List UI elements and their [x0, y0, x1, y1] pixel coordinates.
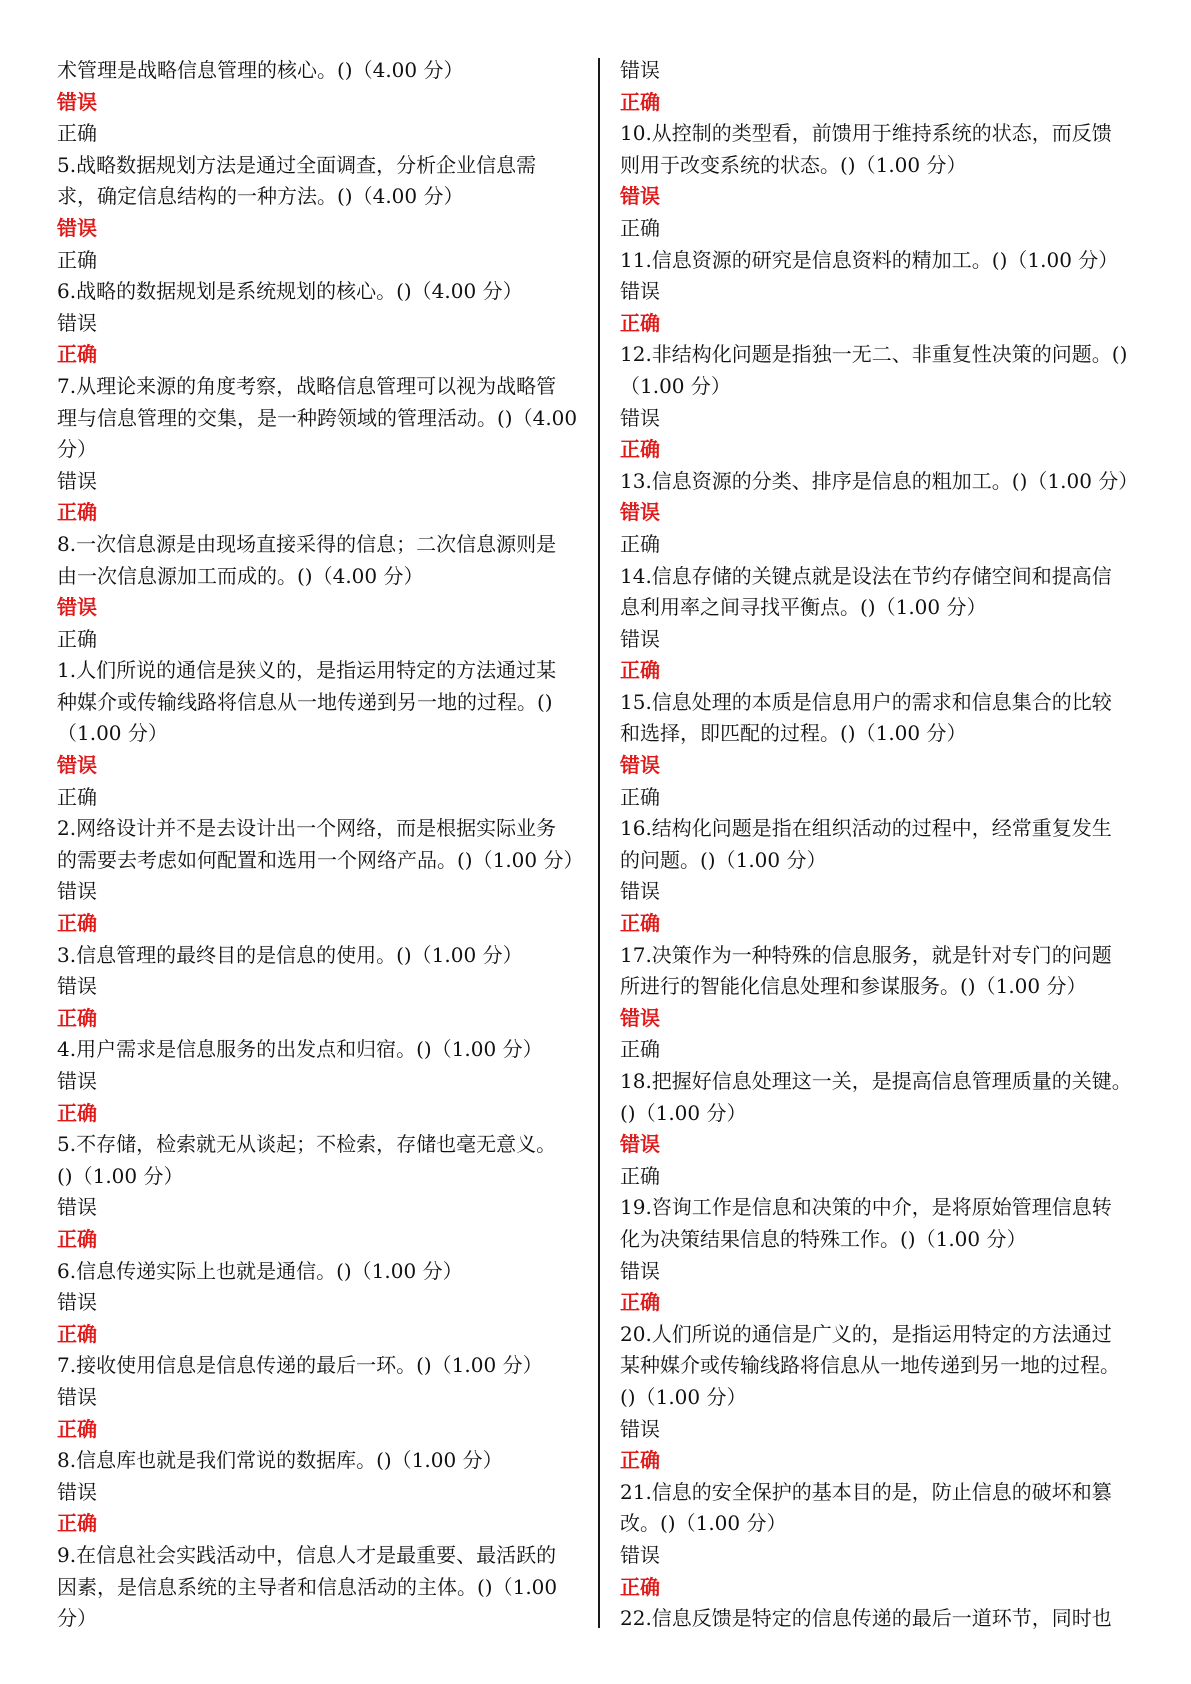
- question-text: 3.信息管理的最终目的是信息的使用。()（1.00 分）: [57, 942, 523, 967]
- answer-option: 错误: [620, 279, 660, 304]
- answer-option: 错误: [57, 468, 97, 493]
- text-line: 分）: [57, 437, 97, 462]
- question-text: 13.信息资源的分类、排序是信息的粗加工。()（1.00 分）: [620, 468, 1139, 493]
- answer-option-selected: 错误: [620, 1005, 660, 1030]
- answer-option: 错误: [57, 1069, 97, 1093]
- answer-option-selected: 错误: [57, 753, 97, 778]
- answer-option-selected: 错误: [620, 500, 660, 525]
- column-divider: [598, 58, 600, 1628]
- answer-option: 正确: [57, 626, 97, 651]
- answer-option: 错误: [620, 1542, 660, 1567]
- answer-option-selected: 正确: [620, 1574, 660, 1599]
- answer-option: 错误: [57, 1290, 97, 1315]
- text-line: （1.00 分）: [57, 721, 168, 746]
- question-text: 21.信息的安全保护的基本目的是，防止信息的破坏和篡: [620, 1479, 1112, 1504]
- question-text: 6.信息传递实际上也就是通信。()（1.00 分）: [57, 1258, 463, 1283]
- answer-option: 错误: [57, 310, 97, 335]
- right-column: [620, 55, 1140, 1635]
- answer-option-selected: 正确: [620, 310, 660, 335]
- text-line: 的需要去考虑如何配置和选用一个网络产品。()（1.00 分）: [57, 847, 584, 872]
- answer-option: 正确: [620, 215, 660, 240]
- answer-option: 错误: [620, 58, 660, 82]
- answer-option: 错误: [57, 1195, 97, 1220]
- answer-option: 错误: [620, 1258, 660, 1283]
- question-text: 19.咨询工作是信息和决策的中介，是将原始管理信息转: [620, 1195, 1112, 1220]
- left-column: [57, 55, 584, 1635]
- question-text: 1.人们所说的通信是狭义的，是指运用特定的方法通过某: [57, 658, 557, 683]
- answer-option: 错误: [57, 1384, 97, 1409]
- answer-option: 错误: [620, 1416, 660, 1441]
- question-text: 5.战略数据规划方法是通过全面调查，分析企业信息需: [57, 152, 537, 177]
- answer-option-selected: 正确: [57, 500, 97, 525]
- text-line: 改。()（1.00 分）: [620, 1511, 787, 1536]
- answer-option-selected: 正确: [620, 658, 660, 683]
- answer-option-selected: 正确: [620, 1290, 660, 1315]
- answer-option: 错误: [620, 626, 660, 651]
- question-text: 10.从控制的类型看，前馈用于维持系统的状态，而反馈: [620, 121, 1112, 146]
- answer-option-selected: 错误: [620, 184, 660, 209]
- question-text: 7.接收使用信息是信息传递的最后一环。()（1.00 分）: [57, 1353, 543, 1378]
- question-text: 11.信息资源的研究是信息资料的精加工。()（1.00 分）: [620, 247, 1119, 272]
- text-line: 化为决策结果信息的特殊工作。()（1.00 分）: [620, 1226, 1027, 1251]
- answer-option-selected: 正确: [57, 342, 97, 367]
- answer-option-selected: 正确: [57, 1511, 97, 1536]
- question-text: 16.结构化问题是指在组织活动的过程中，经常重复发生: [620, 816, 1112, 841]
- question-text: 14.信息存储的关键点就是设法在节约存储空间和提高信: [620, 563, 1112, 588]
- answer-option-selected: 错误: [620, 753, 660, 778]
- answer-option: 正确: [620, 531, 660, 556]
- question-text: 9.在信息社会实践活动中，信息人才是最重要、最活跃的: [57, 1542, 557, 1567]
- text-line: 的问题。()（1.00 分）: [620, 847, 827, 872]
- text-line: 术管理是战略信息管理的核心。()（4.00 分）: [57, 58, 464, 82]
- text-line: ()（1.00 分）: [620, 1100, 747, 1125]
- answer-option: 错误: [57, 974, 97, 999]
- text-line: 分）: [57, 1606, 97, 1631]
- text-line: 由一次信息源加工而成的。()（4.00 分）: [57, 563, 424, 588]
- answer-option-selected: 正确: [620, 437, 660, 462]
- text-line: ()（1.00 分）: [620, 1384, 747, 1409]
- answer-option: 正确: [620, 1037, 660, 1062]
- answer-option: 错误: [620, 405, 660, 430]
- text-line: 则用于改变系统的状态。()（1.00 分）: [620, 152, 967, 177]
- question-text: 8.信息库也就是我们常说的数据库。()（1.00 分）: [57, 1448, 503, 1473]
- question-text: 20.人们所说的通信是广义的，是指运用特定的方法通过: [620, 1321, 1112, 1346]
- question-text: 4.用户需求是信息服务的出发点和归宿。()（1.00 分）: [57, 1037, 543, 1062]
- question-text: 2.网络设计并不是去设计出一个网络，而是根据实际业务: [57, 816, 557, 841]
- text-line: （1.00 分）: [620, 373, 731, 398]
- answer-option-selected: 错误: [57, 215, 97, 240]
- answer-option: 错误: [57, 879, 97, 904]
- answer-option-selected: 正确: [57, 911, 97, 936]
- text-line: 求，确定信息结构的一种方法。()（4.00 分）: [57, 184, 464, 209]
- text-line: 所进行的智能化信息处理和参谋服务。()（1.00 分）: [620, 974, 1087, 999]
- answer-option-selected: 错误: [57, 595, 97, 620]
- answer-option-selected: 错误: [620, 1132, 660, 1157]
- answer-option-selected: 正确: [57, 1226, 97, 1251]
- answer-option-selected: 正确: [57, 1321, 97, 1346]
- text-line: 理与信息管理的交集，是一种跨领域的管理活动。()（4.00: [57, 405, 578, 430]
- question-text: 7.从理论来源的角度考察，战略信息管理可以视为战略管: [57, 373, 557, 398]
- question-text: 17.决策作为一种特殊的信息服务，就是针对专门的问题: [620, 942, 1112, 967]
- answer-option: 正确: [620, 784, 660, 809]
- question-text: 22.信息反馈是特定的信息传递的最后一道环节，同时也: [620, 1606, 1112, 1631]
- answer-option: 错误: [620, 879, 660, 904]
- answer-option-selected: 正确: [620, 911, 660, 936]
- question-text: 5.不存储，检索就无从谈起；不检索，存储也毫无意义。: [57, 1132, 557, 1157]
- answer-option: 正确: [57, 247, 97, 272]
- text-line: 和选择，即匹配的过程。()（1.00 分）: [620, 721, 967, 746]
- answer-option-selected: 正确: [57, 1005, 97, 1030]
- question-text: 8.一次信息源是由现场直接采得的信息；二次信息源则是: [57, 531, 557, 556]
- question-text: 12.非结构化问题是指独一无二、非重复性决策的问题。(): [620, 342, 1128, 367]
- question-text: 15.信息处理的本质是信息用户的需求和信息集合的比较: [620, 689, 1112, 714]
- text-line: ()（1.00 分）: [57, 1163, 184, 1188]
- question-text: 18.把握好信息处理这一关，是提高信息管理质量的关键。: [620, 1069, 1132, 1093]
- answer-option: 错误: [57, 1479, 97, 1504]
- answer-option-selected: 正确: [620, 89, 660, 114]
- answer-option: 正确: [57, 121, 97, 146]
- answer-option-selected: 正确: [620, 1448, 660, 1473]
- answer-option: 正确: [620, 1163, 660, 1188]
- question-text: 6.战略的数据规划是系统规划的核心。()（4.00 分）: [57, 279, 523, 304]
- answer-option-selected: 正确: [57, 1416, 97, 1441]
- text-line: 某种媒介或传输线路将信息从一地传递到另一地的过程。: [620, 1353, 1120, 1378]
- text-line: 因素，是信息系统的主导者和信息活动的主体。()（1.00: [57, 1574, 558, 1599]
- text-line: 种媒介或传输线路将信息从一地传递到另一地的过程。(): [57, 689, 553, 714]
- answer-option: 正确: [57, 784, 97, 809]
- answer-option-selected: 正确: [57, 1100, 97, 1125]
- text-line: 息利用率之间寻找平衡点。()（1.00 分）: [620, 595, 987, 620]
- answer-option-selected: 错误: [57, 89, 97, 114]
